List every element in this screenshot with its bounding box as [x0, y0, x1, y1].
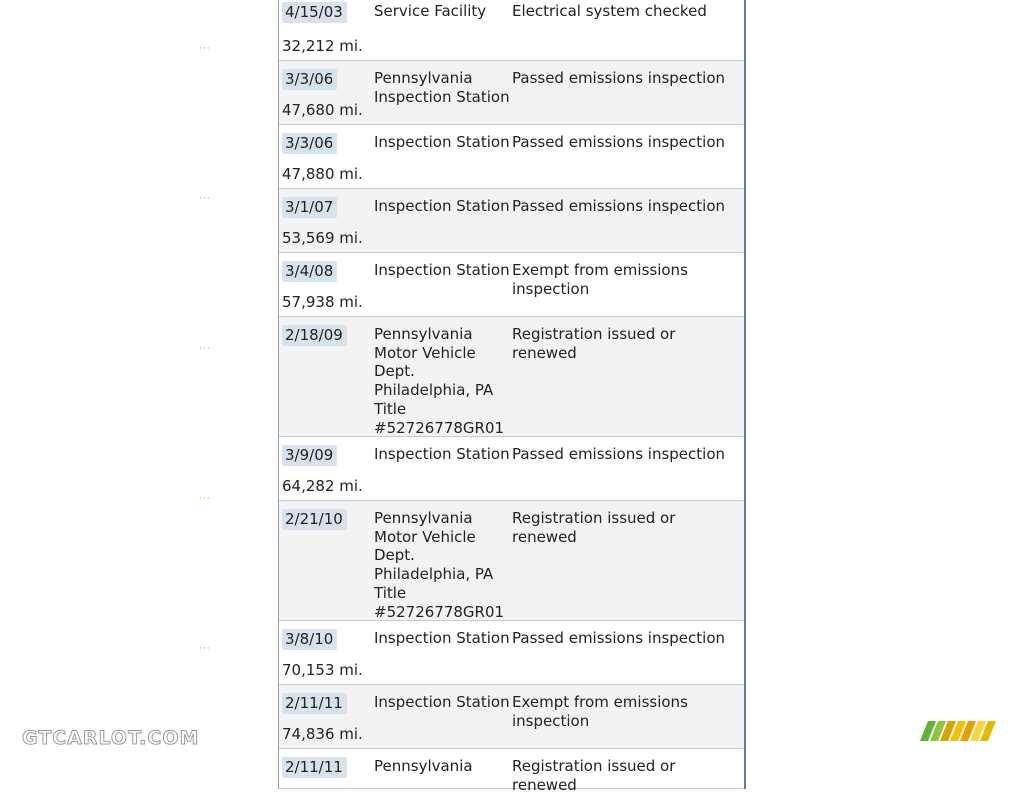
mileage-value: 47,680 mi.: [282, 101, 363, 119]
ellipsis-marker: ···: [199, 644, 211, 654]
comment-line: inspection: [512, 711, 590, 730]
date-badge: 2/11/11: [282, 757, 347, 778]
date-badge: 2/18/09: [282, 325, 347, 346]
date-badge: 3/3/06: [282, 133, 337, 154]
source-line: Inspection Station: [374, 133, 510, 151]
source-line: Inspection Station: [374, 87, 510, 106]
source-line: #52726778GR01: [374, 602, 505, 621]
source-cell: [374, 757, 510, 776]
gtcarlot-watermark: GTCARLOT.COM: [22, 727, 200, 749]
mileage-value: 53,569 mi.: [282, 229, 363, 247]
date-badge: 2/11/11: [282, 693, 347, 714]
source-line: Philadelphia, PA: [374, 381, 494, 400]
mileage-value: 70,153 mi.: [282, 661, 363, 679]
date-badge: 3/8/10: [282, 629, 337, 650]
brand-stripes-icon: [920, 721, 998, 743]
source-line: #52726778GR01: [374, 418, 505, 437]
ellipsis-marker: ···: [199, 44, 211, 54]
date-badge: 3/3/06: [282, 69, 337, 90]
comment-cell: [512, 133, 740, 152]
source-cell: [374, 325, 510, 437]
history-row: [279, 501, 744, 621]
date-badge: 2/21/10: [282, 509, 347, 530]
source-cell: [374, 693, 510, 712]
comment-line: Exempt from emissions: [512, 261, 688, 279]
comment-line: Passed emissions inspection: [512, 197, 726, 215]
source-cell: [374, 629, 510, 648]
mileage-value: 47,880 mi.: [282, 165, 363, 183]
mileage-value: 57,938 mi.: [282, 293, 363, 311]
source-cell: [374, 133, 510, 152]
source-line: Title: [374, 399, 407, 418]
mileage-value: 74,836 mi.: [282, 725, 363, 743]
source-line: Title: [374, 583, 407, 602]
date-badge: 3/4/08: [282, 261, 337, 282]
source-line: Inspection Station: [374, 629, 510, 647]
date-badge: 4/15/03: [282, 2, 347, 23]
source-line: Inspection Station: [374, 693, 510, 711]
source-line: Pennsylvania: [374, 757, 473, 775]
comment-line: Registration issued or renewed: [512, 757, 676, 794]
date-badge: 3/9/09: [282, 445, 337, 466]
comment-line: Registration issued or renewed: [512, 509, 676, 546]
source-line: Service Facility: [374, 2, 487, 20]
history-row: [279, 253, 744, 317]
history-row: [279, 621, 744, 685]
source-line: Motor Vehicle: [374, 527, 476, 546]
comment-cell: [512, 693, 740, 730]
comment-cell: [512, 69, 740, 88]
date-badge: 3/1/07: [282, 197, 337, 218]
source-cell: [374, 445, 510, 464]
source-cell: [374, 69, 510, 106]
comment-line: inspection: [512, 279, 590, 298]
source-cell: [374, 261, 510, 280]
history-row: [279, 61, 744, 125]
comment-line: Passed emissions inspection: [512, 445, 726, 463]
ellipsis-marker: ···: [199, 194, 211, 204]
comment-cell: [512, 325, 740, 362]
comment-cell: [512, 629, 740, 648]
history-row: [279, 125, 744, 189]
source-line: Pennsylvania: [374, 509, 473, 527]
comment-line: Electrical system checked: [512, 2, 707, 20]
comment-line: Exempt from emissions: [512, 693, 688, 711]
source-line: Dept.: [374, 546, 415, 565]
comment-line: Passed emissions inspection: [512, 133, 726, 151]
mileage-value: 32,212 mi.: [282, 37, 363, 55]
comment-line: Passed emissions inspection: [512, 69, 726, 87]
source-line: Dept.: [374, 362, 415, 381]
source-line: Inspection Station: [374, 197, 510, 215]
ellipsis-marker: ···: [199, 494, 211, 504]
comment-cell: [512, 509, 740, 546]
source-cell: [374, 197, 510, 216]
vehicle-history-table: [278, 0, 746, 794]
source-line: Pennsylvania: [374, 325, 473, 343]
comment-cell: [512, 445, 740, 464]
history-row: [279, 189, 744, 253]
comment-line: Registration issued or renewed: [512, 325, 676, 362]
history-row: [279, 437, 744, 501]
history-row: [279, 749, 744, 794]
source-line: Inspection Station: [374, 445, 510, 463]
comment-cell: [512, 757, 740, 794]
history-row: [279, 0, 744, 61]
source-line: Pennsylvania: [374, 69, 473, 87]
history-row: [279, 685, 744, 749]
comment-cell: [512, 261, 740, 298]
comment-cell: [512, 197, 740, 216]
source-cell: [374, 509, 510, 621]
comment-cell: [512, 2, 740, 21]
source-cell: [374, 2, 510, 21]
comment-line: Passed emissions inspection: [512, 629, 726, 647]
ellipsis-marker: ···: [199, 344, 211, 354]
source-line: Motor Vehicle: [374, 343, 476, 362]
source-line: Inspection Station: [374, 261, 510, 279]
history-row: [279, 317, 744, 437]
source-line: Philadelphia, PA: [374, 565, 494, 584]
mileage-value: 64,282 mi.: [282, 477, 363, 495]
